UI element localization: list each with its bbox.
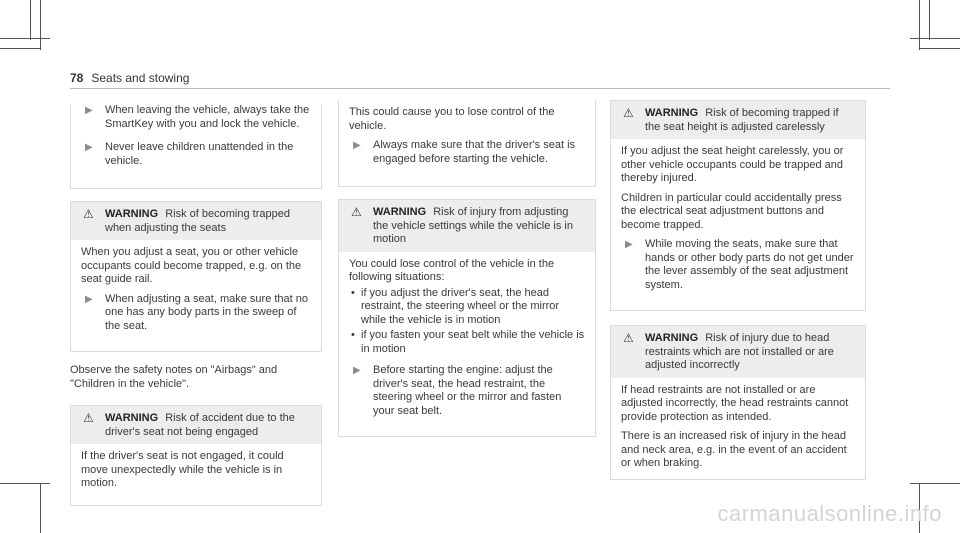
column-3 — [610, 100, 866, 480]
warning-heading: ⚠ WARNING Risk of becoming trapped if the seat height is adjusted carelessly — [611, 101, 865, 139]
warning-box — [70, 405, 322, 506]
warning-heading: ⚠ WARNING Risk of becoming trapped when adjusting the seats — [71, 202, 321, 240]
arrow-right-icon: ▶ — [353, 140, 361, 151]
warning-box — [338, 199, 596, 437]
warning-body: If head restraints are not installed or are adjusted incorrectly, the head restraints cannot provide protection as intended. There is an increased risk of injury in the head and neck area, e.g. in the event of an accident or when braking. — [621, 383, 849, 469]
crop-mark — [40, 483, 41, 533]
list-item: • if you adjust the driver's seat, the head restraint, the steering wheel or the mirror while the vehicle is in motion — [351, 286, 560, 326]
warning-box — [610, 325, 866, 480]
warning-body: You could lose control of the vehicle in the following situations: • if you adjust the driver's seat, the head restraint, the steering wheel or the mirror while the vehicle is in motion • if you fasten your seat belt while the vehicle is in motion ▶ Before starting the engine: adjust the driver's seat, the head restraint, the steering wheel or the mirror and fasten your seat belt. — [349, 257, 585, 417]
warning-triangle-icon: ⚠ — [83, 207, 94, 221]
arrow-right-icon: ▶ — [85, 105, 93, 116]
column-2 — [338, 100, 596, 437]
watermark: carmanualsonline.info — [717, 501, 942, 526]
observe-note: Observe the safety notes on "Airbags" and "Children in the vehicle". — [70, 364, 278, 390]
crop-mark — [910, 483, 960, 484]
instruction-item: ▶ While moving the seats, make sure that hands or other body parts do not get under the lever assembly of the seat adjustment system. — [625, 238, 854, 291]
warning-triangle-icon: ⚠ — [623, 331, 634, 345]
warning-triangle-icon: ⚠ — [83, 411, 94, 425]
page-number: 78 — [70, 71, 84, 85]
bullet-icon: • — [351, 329, 355, 341]
arrow-right-icon: ▶ — [85, 293, 93, 305]
warning-body: If you adjust the seat height carelessly, you or other vehicle occupants could be trapped and thereby injured. Children in particular could accidentally press the electrical seat adjustment buttons and become trapped. ▶ While moving the seats, make sure that hands or other body parts do not get under the lever assembly of the seat adjustment system. — [621, 145, 854, 291]
instruction-item: ▶ Before starting the engine: adjust the driver's seat, the head restraint, the steering wheel or the mirror and fasten your seat belt. — [353, 364, 562, 417]
warning-body: When you adjust a seat, you or other vehicle occupants could become trapped, e.g. on the seat guide rail. ▶ When adjusting a seat, make sure that no one has any body parts in the sweep of the seat. — [71, 240, 321, 351]
instruction-item: ▶ When leaving the vehicle, always take the SmartKey with you and lock the vehicle. — [85, 104, 310, 130]
crop-mark — [30, 0, 31, 40]
page-header — [70, 71, 189, 85]
crop-mark — [0, 38, 50, 39]
instruction-item: ▶ Always make sure that the driver's seat is engaged before starting the vehicle. — [353, 139, 576, 165]
list-item: • if you fasten your seat belt while the vehicle is in motion — [351, 329, 585, 355]
warning-box — [610, 100, 866, 311]
crop-mark — [40, 0, 41, 50]
column-1 — [70, 100, 322, 506]
warning-body: If the driver's seat is not engaged, it could move unexpectedly while the vehicle is in motion. — [81, 450, 284, 489]
warning-heading: ⚠ WARNING Risk of accident due to the driver's seat not being engaged — [71, 406, 321, 444]
warning-box — [70, 201, 322, 352]
crop-mark — [910, 38, 960, 39]
warning-heading: ⚠ WARNING Risk of injury due to head restraints which are not installed or are adjusted incorrectly — [611, 326, 865, 378]
warning-heading: ⚠ WARNING Risk of injury from adjusting the vehicle settings while the vehicle is in motion — [339, 200, 595, 252]
crop-mark — [0, 483, 50, 484]
instruction-box — [70, 104, 322, 189]
bullet-icon: • — [351, 286, 355, 299]
crop-mark — [0, 48, 40, 49]
instruction-item: ▶ Never leave children unattended in the vehicle. — [85, 141, 294, 167]
crop-mark — [920, 48, 960, 49]
arrow-right-icon: ▶ — [353, 365, 361, 376]
warning-triangle-icon: ⚠ — [351, 205, 362, 219]
crop-mark — [929, 0, 930, 40]
arrow-right-icon: ▶ — [625, 239, 633, 250]
warning-continuation: This could cause you to lose control of the vehicle. ▶ Always make sure that the driver's seat is engaged before starting the vehicle. — [338, 100, 596, 187]
header-rule — [70, 88, 890, 89]
section-title: Seats and stowing — [91, 71, 190, 85]
crop-mark — [919, 0, 920, 50]
arrow-right-icon: ▶ — [85, 142, 93, 153]
warning-triangle-icon: ⚠ — [623, 106, 634, 120]
instruction-item: ▶ When adjusting a seat, make sure that no one has any body parts in the sweep of the seat. — [85, 292, 309, 332]
